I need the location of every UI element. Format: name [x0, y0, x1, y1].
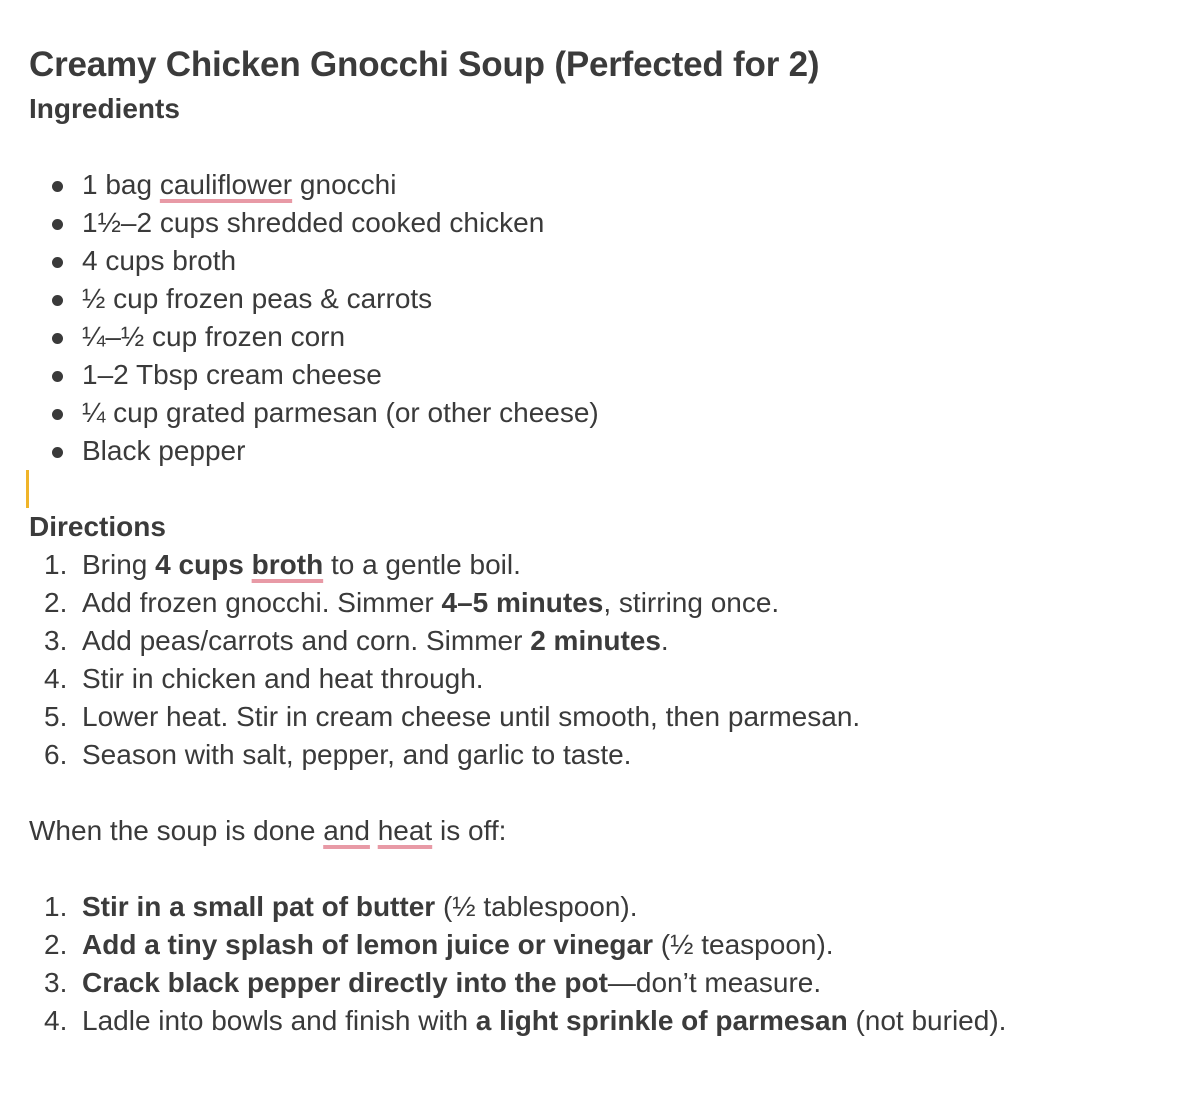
step-text: to a gentle boil.: [323, 549, 521, 580]
ingredient-text: 1½–2 cups shredded cooked chicken: [82, 207, 545, 238]
bullet-icon: [52, 257, 63, 268]
list-item: [29, 318, 1179, 356]
list-item: [29, 926, 1179, 964]
list-item: [29, 660, 1179, 698]
list-item: [29, 622, 1179, 660]
blank-line: [29, 128, 1179, 166]
bullet-icon: [52, 447, 63, 458]
step-bold-text: Add a tiny splash of lemon juice or vinegar: [82, 929, 654, 960]
step-text: Ladle into bowls and finish with: [82, 1005, 476, 1036]
list-item: [29, 242, 1179, 280]
list-item: [29, 280, 1179, 318]
list-number: 5.: [44, 701, 68, 732]
empty-line-with-cursor[interactable]: [29, 470, 1179, 508]
list-item: [29, 964, 1179, 1002]
misspelled-word[interactable]: broth: [251, 549, 324, 580]
list-number: 3.: [44, 625, 68, 656]
list-number: 2.: [44, 929, 68, 960]
bullet-icon: [52, 409, 63, 420]
step-text: Add frozen gnocchi. Simmer: [82, 587, 442, 618]
step-bold-text: 4 cups: [155, 549, 252, 580]
ingredient-text: ¼–½ cup frozen corn: [82, 321, 346, 352]
ingredients-list: [29, 166, 1179, 470]
list-number: 2.: [44, 587, 68, 618]
step-text: (½ teaspoon).: [653, 929, 834, 960]
list-number: 4.: [44, 663, 68, 694]
ingredient-text: gnocchi: [292, 169, 397, 200]
bullet-icon: [52, 219, 63, 230]
list-number: 4.: [44, 1005, 68, 1036]
step-text: , stirring once.: [603, 587, 780, 618]
recipe-title: Creamy Chicken Gnocchi Soup (Perfected for 2): [29, 45, 820, 84]
bullet-icon: [52, 181, 63, 192]
step-bold-text: 4–5 minutes: [441, 587, 604, 618]
misspelled-word[interactable]: heat: [377, 815, 433, 846]
bullet-icon: [52, 371, 63, 382]
text-cursor: [26, 470, 29, 508]
ingredient-text: 1–2 Tbsp cream cheese: [82, 359, 382, 390]
ingredient-text: ¼ cup grated parmesan (or other cheese): [82, 397, 599, 428]
step-text: .: [660, 625, 669, 656]
list-item: [29, 432, 1179, 470]
step-text: Season with salt, pepper, and garlic to taste.: [82, 739, 632, 770]
list-number: 6.: [44, 739, 68, 770]
intro-text: is off:: [432, 815, 507, 846]
list-item: [29, 166, 1179, 204]
intro-text: When the soup is done: [29, 815, 324, 846]
step-text: Bring: [82, 549, 156, 580]
list-item: [29, 584, 1179, 622]
ingredients-heading: Ingredients: [29, 93, 180, 124]
ingredient-text: Black pepper: [82, 435, 246, 466]
ingredient-text: 4 cups broth: [82, 245, 237, 276]
directions-list: [29, 546, 1179, 774]
step-text: —don’t measure.: [607, 967, 822, 998]
step-text: Stir in chicken and heat through.: [82, 663, 484, 694]
ingredient-text: 1 bag: [82, 169, 160, 200]
list-number: 1.: [44, 891, 68, 922]
misspelled-word[interactable]: and: [323, 815, 370, 846]
blank-line: [29, 774, 1179, 812]
list-item: [29, 1002, 1179, 1040]
step-bold-text: Crack black pepper directly into the pot: [82, 967, 608, 998]
bullet-icon: [52, 333, 63, 344]
finish-intro: [29, 812, 1179, 850]
step-text: (not buried).: [847, 1005, 1007, 1036]
list-number: 1.: [44, 549, 68, 580]
list-item: [29, 698, 1179, 736]
list-item: [29, 356, 1179, 394]
step-bold-text: a light sprinkle of parmesan: [475, 1005, 848, 1036]
step-bold-text: Stir in a small pat of butter: [82, 891, 436, 922]
list-item: [29, 736, 1179, 774]
blank-line: [29, 850, 1179, 888]
finish-steps-list: [29, 888, 1179, 1040]
step-text: (½ tablespoon).: [435, 891, 638, 922]
list-item: [29, 888, 1179, 926]
misspelled-word[interactable]: cauliflower: [159, 169, 293, 200]
note-body[interactable]: [29, 40, 1179, 1040]
step-text: Lower heat. Stir in cream cheese until smooth, then parmesan.: [82, 701, 861, 732]
list-item: [29, 546, 1179, 584]
ingredient-text: ½ cup frozen peas & carrots: [82, 283, 433, 314]
intro-text: [370, 815, 378, 846]
step-bold-text: 2 minutes: [530, 625, 661, 656]
step-text: Add peas/carrots and corn. Simmer: [82, 625, 531, 656]
list-item: [29, 394, 1179, 432]
list-item: [29, 204, 1179, 242]
directions-heading: Directions: [29, 511, 166, 542]
bullet-icon: [52, 295, 63, 306]
list-number: 3.: [44, 967, 68, 998]
